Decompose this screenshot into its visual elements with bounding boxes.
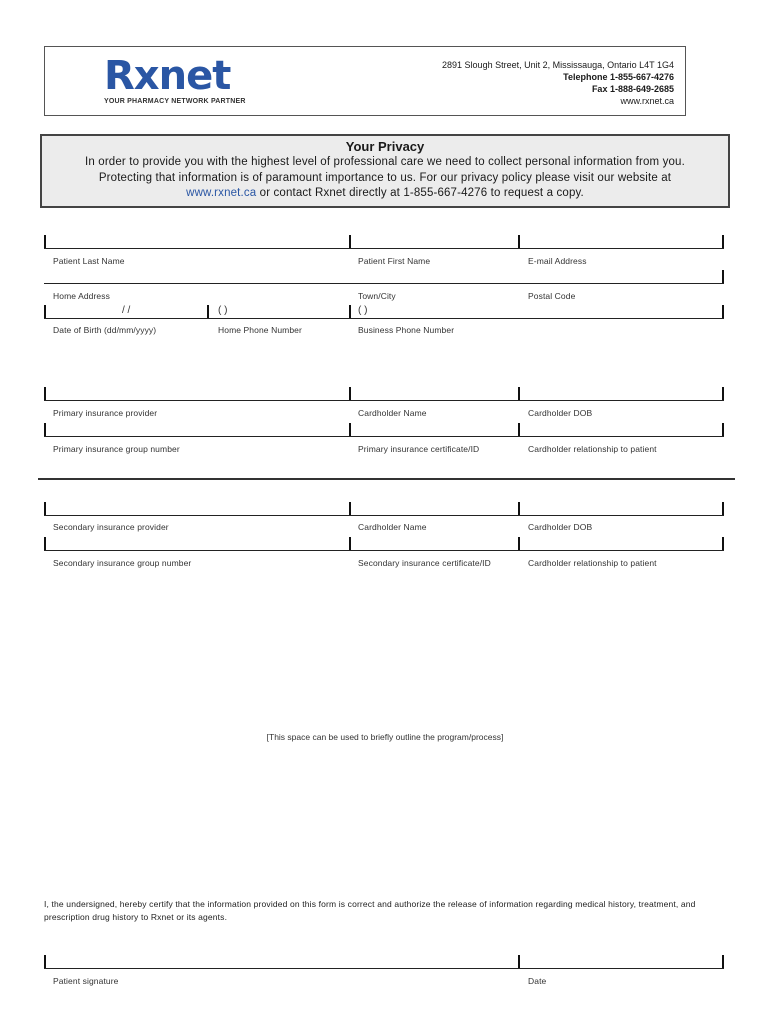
label-secondary-relationship: Cardholder relationship to patient (528, 558, 657, 568)
label-patient-first-name: Patient First Name (358, 256, 431, 266)
field-marker (722, 270, 724, 284)
label-home-address: Home Address (53, 291, 110, 301)
field-marker (349, 502, 351, 516)
label-primary-provider: Primary insurance provider (53, 408, 158, 418)
field-marker (349, 305, 351, 319)
label-primary-certificate: Primary insurance certificate/ID (358, 444, 480, 454)
date-separators: / / (122, 305, 131, 316)
label-secondary-cardholder-dob: Cardholder DOB (528, 522, 593, 532)
signature-line[interactable] (44, 968, 724, 969)
field-marker (44, 502, 46, 516)
field-marker (44, 235, 46, 249)
field-marker (518, 537, 520, 551)
field-marker (722, 305, 724, 319)
label-secondary-certificate: Secondary insurance certificate/ID (358, 558, 491, 568)
field-marker (349, 235, 351, 249)
home-phone-area-code: ( ) (218, 305, 228, 316)
label-dob: Date of Birth (dd/mm/yyyy) (53, 325, 157, 335)
field-marker (44, 537, 46, 551)
program-outline-note: [This space can be used to briefly outline the program/process] (266, 732, 504, 742)
label-primary-group-number: Primary insurance group number (53, 444, 180, 454)
label-secondary-group-number: Secondary insurance group number (53, 558, 192, 568)
field-marker (44, 423, 46, 437)
field-marker (518, 387, 520, 401)
label-primary-cardholder-name: Cardholder Name (358, 408, 427, 418)
field-marker (722, 955, 724, 969)
rxnet-logo (104, 53, 246, 108)
label-email: E-mail Address (528, 256, 587, 266)
privacy-link[interactable]: www.rxnet.ca (186, 187, 257, 199)
primary-provider-line[interactable] (44, 400, 724, 401)
label-primary-relationship: Cardholder relationship to patient (528, 444, 657, 454)
website[interactable]: www.rxnet.ca (620, 96, 674, 106)
field-marker (44, 387, 46, 401)
privacy-line-1: In order to provide you with the highest level of professional care we need to collect personal information from you. (85, 156, 685, 168)
patient-name-line[interactable] (44, 248, 724, 249)
fax: Fax 1-888-649-2685 (591, 84, 674, 94)
dob-phone-line[interactable] (44, 318, 724, 319)
field-marker (518, 235, 520, 249)
field-marker (722, 537, 724, 551)
address-line[interactable] (44, 283, 724, 284)
field-marker (44, 955, 46, 969)
field-marker (722, 502, 724, 516)
privacy-title: Your Privacy (345, 139, 425, 154)
field-marker (518, 423, 520, 437)
label-patient-signature: Patient signature (53, 976, 119, 986)
field-marker (518, 955, 520, 969)
certification-text: I, the undersigned, hereby certify that the information provided on this form is correct and authorize the release of information regarding medical history, treatment, and prescription drug history to Rxnet or its agents. (44, 899, 696, 922)
privacy-notice (40, 134, 730, 208)
secondary-provider-line[interactable] (44, 515, 724, 516)
field-marker (349, 387, 351, 401)
field-marker (518, 502, 520, 516)
label-date: Date (528, 976, 547, 986)
label-patient-last-name: Patient Last Name (53, 256, 125, 266)
field-marker (722, 423, 724, 437)
section-divider (38, 478, 735, 480)
field-marker (207, 305, 209, 319)
business-phone-area-code: ( ) (358, 305, 368, 316)
label-town-city: Town/City (358, 291, 396, 301)
field-marker (44, 305, 46, 319)
secondary-group-line[interactable] (44, 550, 724, 551)
field-marker (349, 423, 351, 437)
address: 2891 Slough Street, Unit 2, Mississauga, Ontario L4T 1G4 (442, 60, 674, 70)
label-primary-cardholder-dob: Cardholder DOB (528, 408, 593, 418)
contact-block (442, 59, 674, 107)
logo-tagline: YOUR PHARMACY NETWORK PARTNER (104, 98, 246, 105)
privacy-line-2: Protecting that information is of paramount importance to us. For our privacy policy please visit our website at (98, 171, 672, 184)
field-marker (722, 235, 724, 249)
field-marker (722, 387, 724, 401)
logo-wordmark: Rxnet (104, 53, 231, 99)
primary-group-line[interactable] (44, 436, 724, 437)
label-secondary-cardholder-name: Cardholder Name (358, 522, 427, 532)
label-postal-code: Postal Code (528, 291, 576, 301)
field-marker (349, 537, 351, 551)
privacy-line-3-text: or contact Rxnet directly at 1-855-667-4276 to request a copy. (256, 187, 584, 199)
label-secondary-provider: Secondary insurance provider (53, 522, 169, 532)
label-business-phone: Business Phone Number (358, 325, 455, 335)
label-home-phone: Home Phone Number (218, 325, 302, 335)
telephone: Telephone 1-855-667-4276 (563, 72, 674, 82)
privacy-line-3 (42, 186, 728, 202)
